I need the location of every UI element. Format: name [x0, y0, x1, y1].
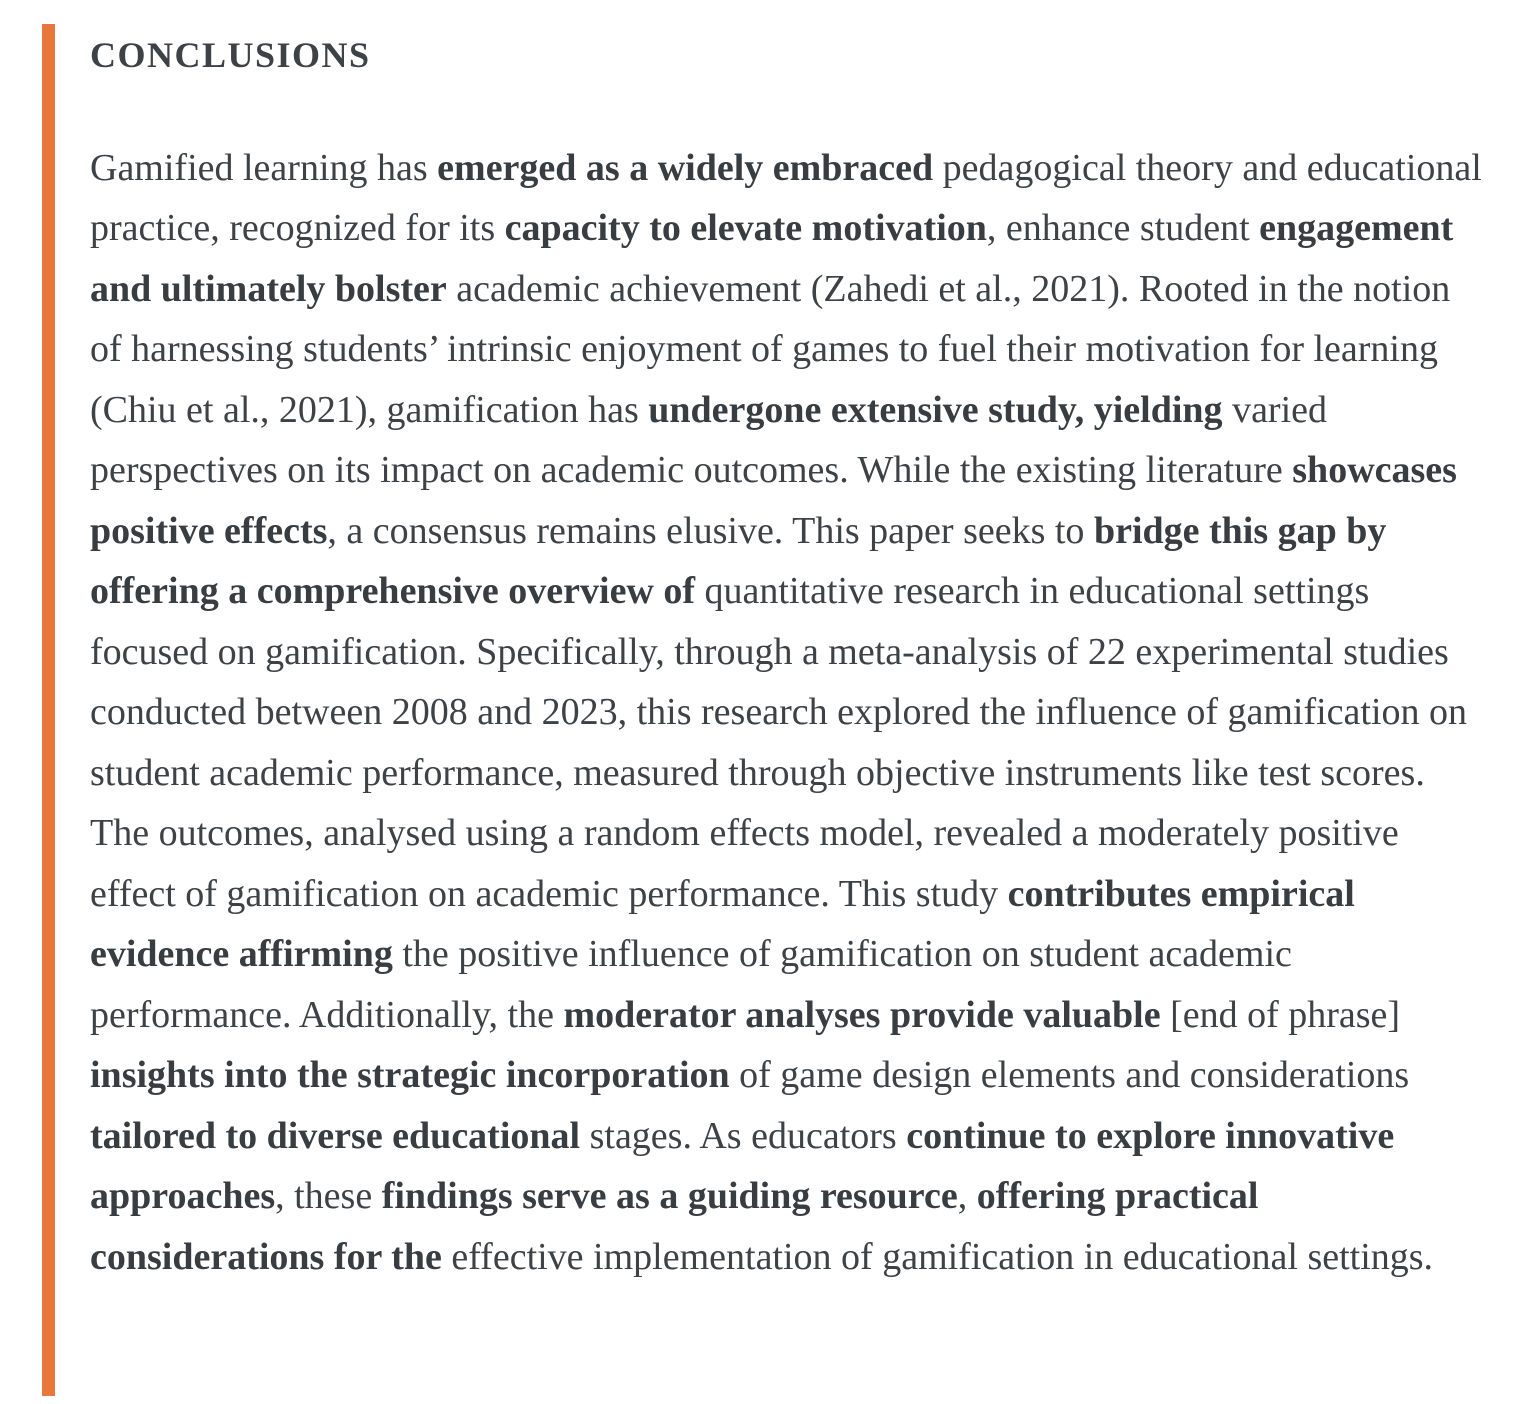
bold-text-run: engagement and ultimately bolster [90, 207, 1454, 310]
bold-text-run: moderator analyses provide valuable [563, 993, 1161, 1036]
text-run: , enhance student [986, 207, 1260, 250]
bold-text-run: offering practical considerations for the [90, 1175, 1259, 1278]
text-run: [end of phrase] [1160, 993, 1401, 1036]
bold-text-run: capacity to elevate motivation [504, 207, 987, 250]
bold-text-run: emerged as a widely embraced [437, 146, 934, 189]
text-run: varied perspectives on its impact on academic outcomes. While the existing literature [90, 388, 1328, 492]
bold-text-run: showcases positive effects [90, 449, 1457, 552]
text-run: academic achievement (Zahedi et al., 2021). Rooted in the notion of harnessing students’ intrinsic enjoyment of games to fuel their motivation for learning (Chiu et al., 2021), gamification has [90, 267, 1451, 431]
bold-text-run: bridge this gap by offering a comprehensive overview of [90, 509, 1387, 613]
text-run: quantitative research in educational settings focused on gamification. Specifically, through a meta-analysis of 22 experimental studies conducted between 2008 and 2023, this research explored the influence of gamification on student academic performance, measured through objective instruments like test scores. The outcomes, analysed using a random effects model, revealed a moderately positive effect of gamification on academic performance. This study [90, 570, 1468, 915]
text-run: , these [275, 1175, 382, 1218]
text-run: , a consensus remains elusive. This paper seeks to [327, 509, 1094, 552]
text-run: pedagogical theory and educational practice, recognized for its [90, 146, 1482, 250]
text-run: stages. As educators [580, 1114, 907, 1157]
text-run: effective implementation of gamification in educational settings. [441, 1235, 1434, 1278]
text-run: , [957, 1175, 977, 1218]
section-heading: CONCLUSIONS [90, 35, 371, 75]
bold-text-run: tailored to diverse educational [90, 1114, 581, 1157]
text-run: the positive influence of gamification on student academic performance. Additionally, the [90, 933, 1292, 1036]
bold-text-run: continue to explore innovative approaches [90, 1114, 1395, 1218]
bold-text-run: findings serve as a guiding resource [381, 1175, 958, 1218]
conclusions-section [90, 36, 1482, 1287]
bold-text-run: insights into the strategic incorporation [90, 1054, 730, 1097]
conclusions-paragraph [90, 138, 1482, 1288]
bold-text-run: undergone extensive study, yielding [648, 388, 1223, 431]
bold-text-run: contributes empirical evidence affirming [90, 872, 1355, 976]
text-run: of game design elements and considerations [729, 1054, 1410, 1097]
accent-bar [42, 24, 55, 1396]
text-run: Gamified learning has [90, 146, 438, 189]
